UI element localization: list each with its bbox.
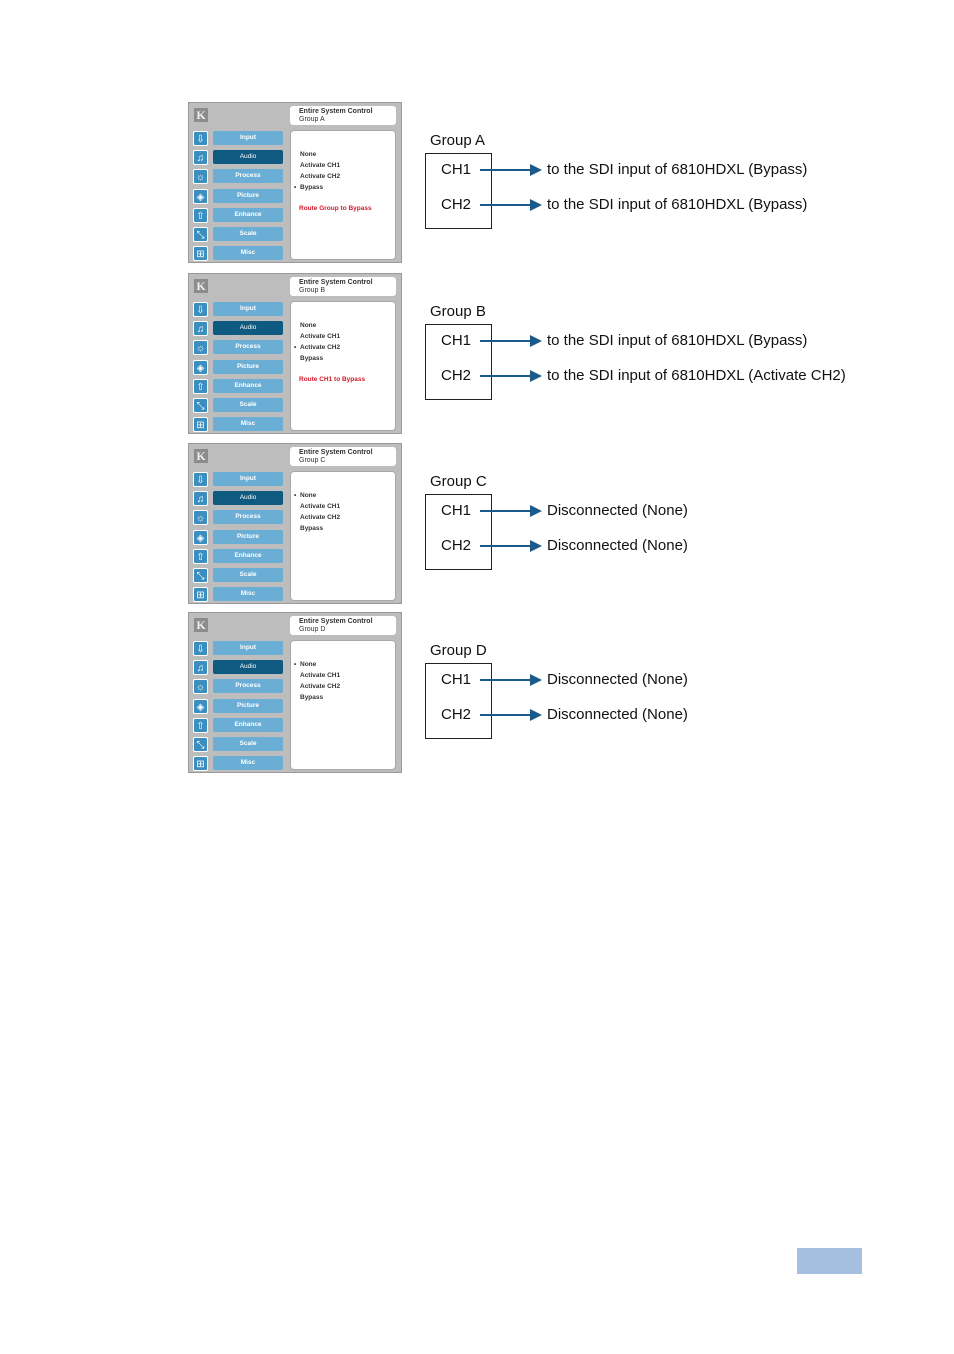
menu-button-audio[interactable]: Audio xyxy=(213,321,283,335)
selection-bullet: • xyxy=(294,344,297,351)
option-list xyxy=(294,490,340,534)
option-item[interactable] xyxy=(294,353,340,364)
option-item[interactable] xyxy=(294,490,340,501)
enhance-icon: ⇧ xyxy=(193,549,208,564)
menu-button-input[interactable]: Input xyxy=(213,641,283,655)
kramer-logo: K xyxy=(194,449,208,463)
osd-options-panel xyxy=(290,640,396,770)
option-item[interactable] xyxy=(294,149,340,160)
option-label: None xyxy=(300,492,317,499)
menu-button-audio[interactable]: Audio xyxy=(213,491,283,505)
menu-button-enhance[interactable]: Enhance xyxy=(213,718,283,732)
picture-icon: ◈ xyxy=(193,530,208,545)
misc-icon: ⊞ xyxy=(193,417,208,432)
option-item[interactable] xyxy=(294,501,340,512)
arrow-icon xyxy=(480,674,542,686)
option-label: None xyxy=(300,151,317,158)
channel-destination: to the SDI input of 6810HDXL (Bypass) xyxy=(547,196,808,213)
arrow-icon xyxy=(480,370,542,382)
channel-destination: Disconnected (None) xyxy=(547,671,688,688)
option-label: Activate CH2 xyxy=(300,344,341,351)
arrow-icon xyxy=(480,540,542,552)
channel-destination: Disconnected (None) xyxy=(547,502,688,519)
option-label: Activate CH1 xyxy=(300,672,341,679)
option-item[interactable] xyxy=(294,659,340,670)
page-number-tab xyxy=(797,1248,862,1274)
osd-options-panel xyxy=(290,471,396,601)
option-item[interactable] xyxy=(294,681,340,692)
kramer-logo: K xyxy=(194,108,208,122)
enhance-icon: ⇧ xyxy=(193,379,208,394)
osd-header-subtitle: Group A xyxy=(299,115,325,123)
menu-button-process[interactable]: Process xyxy=(213,510,283,524)
menu-button-audio[interactable]: Audio xyxy=(213,150,283,164)
arrow-icon xyxy=(480,335,542,347)
kramer-logo: K xyxy=(194,279,208,293)
scale-icon: ⤡ xyxy=(193,227,208,242)
menu-button-process[interactable]: Process xyxy=(213,679,283,693)
group-label: Group A xyxy=(430,132,486,149)
osd-screen-group-c xyxy=(188,443,402,604)
channel-destination: Disconnected (None) xyxy=(547,537,688,554)
osd-options-panel xyxy=(290,301,396,431)
selection-bullet: • xyxy=(294,184,297,191)
channel-destination: Disconnected (None) xyxy=(547,706,688,723)
menu-button-scale[interactable]: Scale xyxy=(213,737,283,751)
route-status-text: Route CH1 to Bypass xyxy=(299,376,366,383)
menu-button-enhance[interactable]: Enhance xyxy=(213,379,283,393)
menu-button-picture[interactable]: Picture xyxy=(213,189,283,203)
option-list xyxy=(294,149,340,193)
enhance-icon: ⇧ xyxy=(193,718,208,733)
menu-button-input[interactable]: Input xyxy=(213,131,283,145)
group-label: Group B xyxy=(430,303,486,320)
misc-icon: ⊞ xyxy=(193,756,208,771)
option-label: Activate CH1 xyxy=(300,162,341,169)
option-label: Activate CH1 xyxy=(300,333,341,340)
osd-header-title: Entire System Control xyxy=(299,449,373,456)
channel-label: CH1 xyxy=(441,332,472,349)
misc-icon: ⊞ xyxy=(193,246,208,261)
misc-icon: ⊞ xyxy=(193,587,208,602)
scale-icon: ⤡ xyxy=(193,398,208,413)
osd-header xyxy=(290,447,396,466)
selection-bullet: • xyxy=(294,492,297,499)
picture-icon: ◈ xyxy=(193,699,208,714)
input-icon: ⇩ xyxy=(193,131,208,146)
kramer-logo: K xyxy=(194,618,208,632)
menu-button-picture[interactable]: Picture xyxy=(213,530,283,544)
arrow-icon xyxy=(480,505,542,517)
channel-label: CH1 xyxy=(441,161,472,178)
option-list xyxy=(294,659,340,703)
osd-options-panel xyxy=(290,130,396,260)
option-list xyxy=(294,320,340,364)
process-icon: ☼ xyxy=(193,510,208,525)
menu-button-misc[interactable]: Misc xyxy=(213,587,283,601)
option-label: Activate CH1 xyxy=(300,503,341,510)
option-item[interactable] xyxy=(294,331,340,342)
menu-button-misc[interactable]: Misc xyxy=(213,756,283,770)
osd-header xyxy=(290,277,396,296)
option-item[interactable] xyxy=(294,692,340,703)
arrow-icon xyxy=(480,164,542,176)
channel-label: CH2 xyxy=(441,537,472,554)
menu-button-misc[interactable]: Misc xyxy=(213,246,283,260)
process-icon: ☼ xyxy=(193,679,208,694)
option-item[interactable] xyxy=(294,670,340,681)
menu-button-enhance[interactable]: Enhance xyxy=(213,208,283,222)
menu-button-process[interactable]: Process xyxy=(213,169,283,183)
arrow-icon xyxy=(480,709,542,721)
picture-icon: ◈ xyxy=(193,189,208,204)
option-label: Bypass xyxy=(300,694,324,701)
osd-header-subtitle: Group C xyxy=(299,456,326,464)
channel-destination: to the SDI input of 6810HDXL (Activate CH2) xyxy=(547,367,846,384)
option-label: None xyxy=(300,661,317,668)
menu-button-input[interactable]: Input xyxy=(213,302,283,316)
audio-icon: ♫ xyxy=(193,321,208,336)
channel-label: CH1 xyxy=(441,502,472,519)
input-icon: ⇩ xyxy=(193,302,208,317)
process-icon: ☼ xyxy=(193,340,208,355)
osd-screen-group-a xyxy=(188,102,402,263)
osd-header-subtitle: Group D xyxy=(299,625,326,633)
scale-icon: ⤡ xyxy=(193,568,208,583)
process-icon: ☼ xyxy=(193,169,208,184)
option-item[interactable] xyxy=(294,182,340,193)
option-label: Bypass xyxy=(300,184,324,191)
channel-label: CH2 xyxy=(441,196,472,213)
enhance-icon: ⇧ xyxy=(193,208,208,223)
osd-screen-group-b xyxy=(188,273,402,434)
menu-button-process[interactable]: Process xyxy=(213,340,283,354)
menu-button-picture[interactable]: Picture xyxy=(213,699,283,713)
menu-button-scale[interactable]: Scale xyxy=(213,227,283,241)
option-label: Activate CH2 xyxy=(300,683,341,690)
input-icon: ⇩ xyxy=(193,641,208,656)
osd-screen-group-d xyxy=(188,612,402,773)
osd-header-title: Entire System Control xyxy=(299,618,373,625)
menu-button-audio[interactable]: Audio xyxy=(213,660,283,674)
option-label: Activate CH2 xyxy=(300,173,341,180)
menu-button-input[interactable]: Input xyxy=(213,472,283,486)
option-label: None xyxy=(300,322,317,329)
option-item[interactable] xyxy=(294,512,340,523)
option-label: Bypass xyxy=(300,355,324,362)
audio-icon: ♫ xyxy=(193,491,208,506)
menu-button-misc[interactable]: Misc xyxy=(213,417,283,431)
input-icon: ⇩ xyxy=(193,472,208,487)
scale-icon: ⤡ xyxy=(193,737,208,752)
audio-icon: ♫ xyxy=(193,150,208,165)
group-label: Group C xyxy=(430,473,487,490)
osd-header xyxy=(290,616,396,635)
option-label: Bypass xyxy=(300,525,324,532)
option-item[interactable] xyxy=(294,160,340,171)
channel-label: CH1 xyxy=(441,671,472,688)
channel-destination: to the SDI input of 6810HDXL (Bypass) xyxy=(547,332,808,349)
menu-button-scale[interactable]: Scale xyxy=(213,568,283,582)
arrow-icon xyxy=(480,199,542,211)
channel-destination: to the SDI input of 6810HDXL (Bypass) xyxy=(547,161,808,178)
channel-label: CH2 xyxy=(441,367,472,384)
osd-header-subtitle: Group B xyxy=(299,286,326,294)
selection-bullet: • xyxy=(294,661,297,668)
option-item[interactable] xyxy=(294,523,340,534)
audio-icon: ♫ xyxy=(193,660,208,675)
menu-button-scale[interactable]: Scale xyxy=(213,398,283,412)
channel-label: CH2 xyxy=(441,706,472,723)
option-item[interactable] xyxy=(294,171,340,182)
osd-header xyxy=(290,106,396,125)
osd-header-title: Entire System Control xyxy=(299,279,373,286)
menu-button-picture[interactable]: Picture xyxy=(213,360,283,374)
picture-icon: ◈ xyxy=(193,360,208,375)
option-item[interactable] xyxy=(294,342,340,353)
option-label: Activate CH2 xyxy=(300,514,341,521)
group-label: Group D xyxy=(430,642,487,659)
osd-header-title: Entire System Control xyxy=(299,108,373,115)
option-item[interactable] xyxy=(294,320,340,331)
route-status-text: Route Group to Bypass xyxy=(299,205,372,212)
menu-button-enhance[interactable]: Enhance xyxy=(213,549,283,563)
